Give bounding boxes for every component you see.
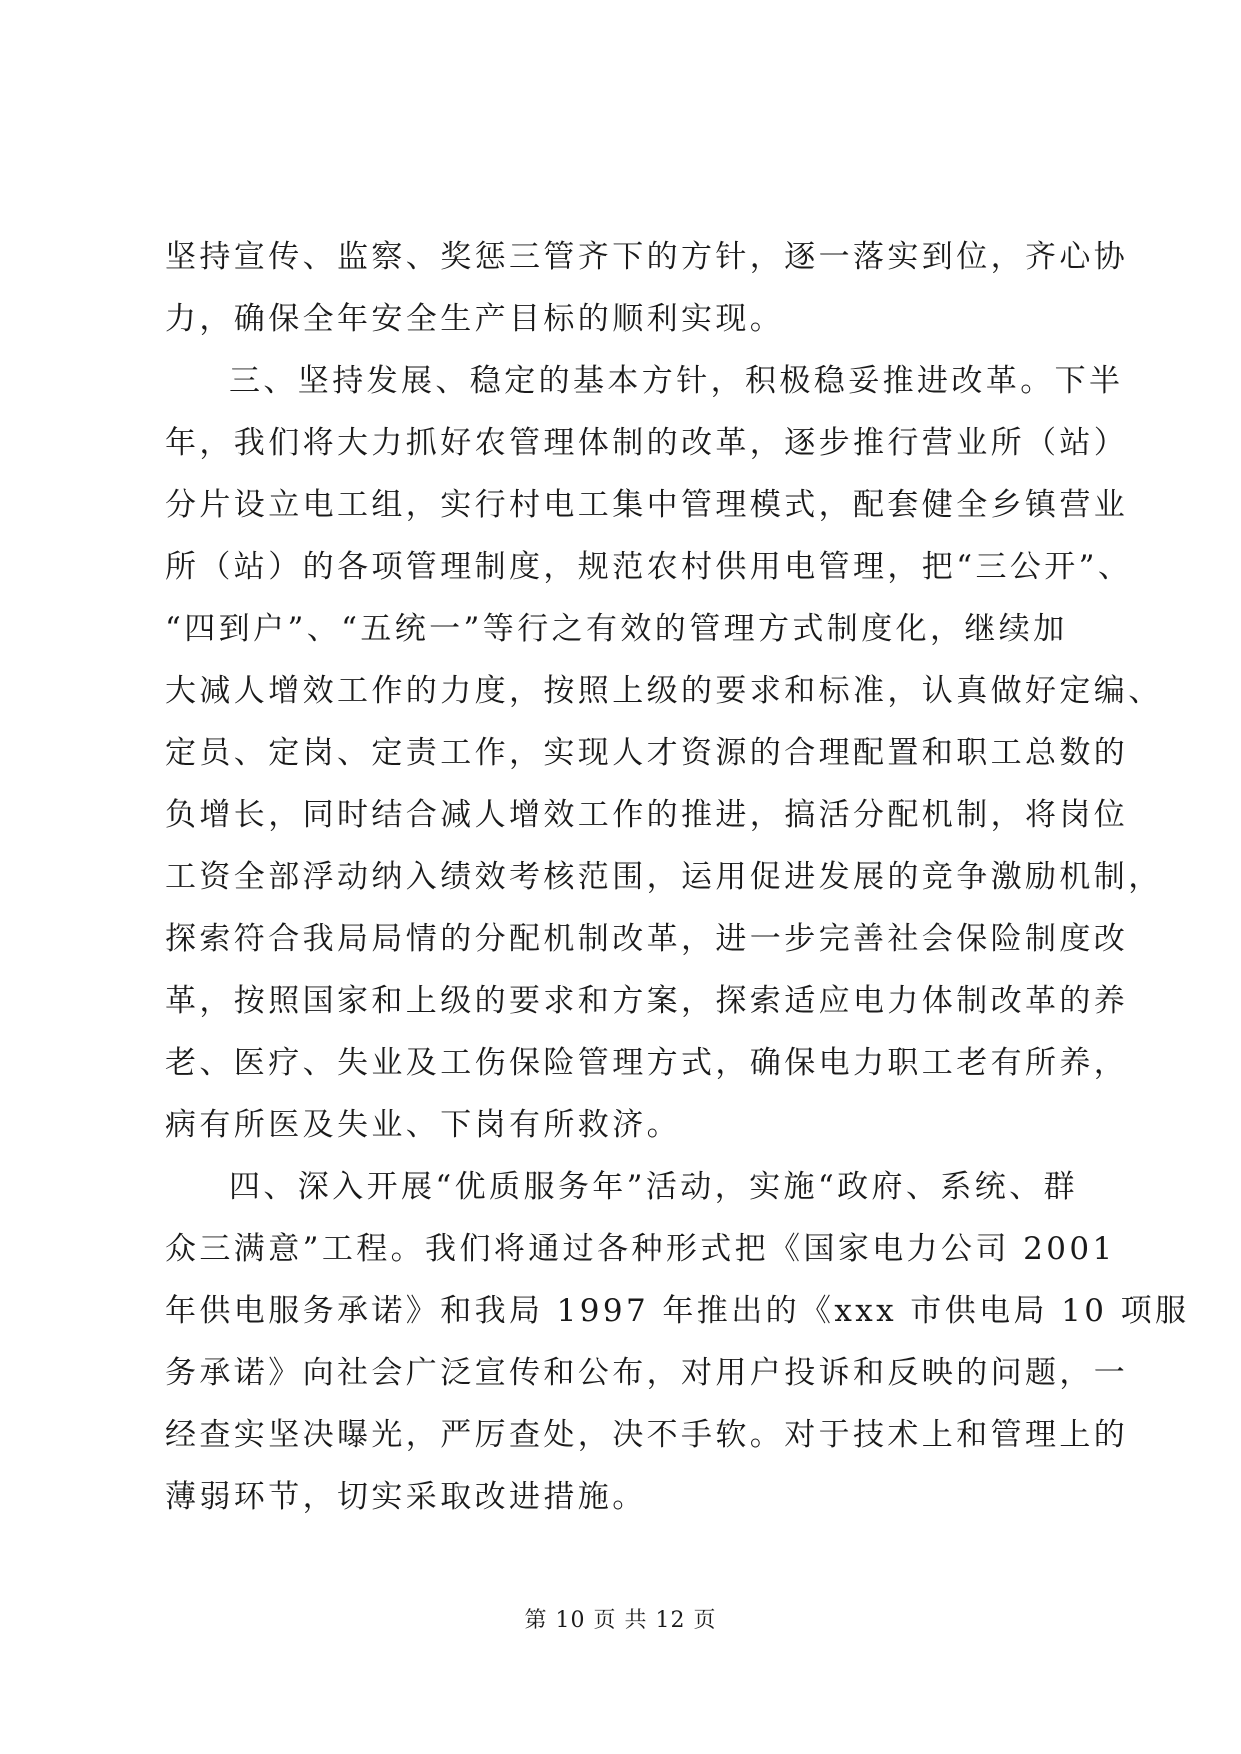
page-footer [0,1606,1241,1636]
page-number-label: 第 10 页 共 12 页 [524,1608,717,1633]
text-line: 病有所医及失业、下岗有所救济。 [165,1107,681,1143]
text-line: 革，按照国家和上级的要求和方案，探索适应电力体制改革的养 [165,983,1129,1019]
text-line: 工资全部浮动纳入绩效考核范围，运用促进发展的竞争激励机制， [165,859,1163,895]
text-line: 年，我们将大力抓好农管理体制的改革，逐步推行营业所（站） [165,425,1129,461]
text-line: 大减人增效工作的力度，按照上级的要求和标准，认真做好定编、 [165,673,1163,709]
text-line: 薄弱环节，切实采取改进措施。 [165,1479,647,1515]
text-line: 分片设立电工组，实行村电工集中管理模式，配套健全乡镇营业 [165,487,1129,523]
text-line: 坚持宣传、监察、奖惩三管齐下的方针，逐一落实到位，齐心协 [165,239,1129,275]
text-line: 负增长，同时结合减人增效工作的推进，搞活分配机制，将岗位 [165,797,1129,833]
text-line: 年供电服务承诺》和我局 1997 年推出的《xxx 市供电局 10 项服 [165,1293,1190,1329]
body-text [165,226,1190,1528]
text-line: “四到户”、“五统一”等行之有效的管理方式制度化，继续加 [165,611,1068,647]
text-line: 经查实坚决曝光，严厉查处，决不手软。对于技术上和管理上的 [165,1417,1129,1453]
text-line: 力，确保全年安全生产目标的顺利实现。 [165,301,785,337]
text-line: 定员、定岗、定责工作，实现人才资源的合理配置和职工总数的 [165,735,1129,771]
text-line: 老、医疗、失业及工伤保险管理方式，确保电力职工老有所养， [165,1045,1129,1081]
text-line: 四、深入开展“优质服务年”活动，实施“政府、系统、群 [229,1169,1078,1205]
text-line: 所（站）的各项管理制度，规范农村供用电管理，把“三公开”、 [165,549,1133,585]
text-line: 三、坚持发展、稳定的基本方针，积极稳妥推进改革。下半 [229,363,1124,399]
text-line: 务承诺》向社会广泛宣传和公布，对用户投诉和反映的问题，一 [165,1355,1129,1391]
text-line: 探索符合我局局情的分配机制改革，进一步完善社会保险制度改 [165,921,1129,957]
text-line: 众三满意”工程。我们将通过各种形式把《国家电力公司 2001 [165,1231,1116,1267]
